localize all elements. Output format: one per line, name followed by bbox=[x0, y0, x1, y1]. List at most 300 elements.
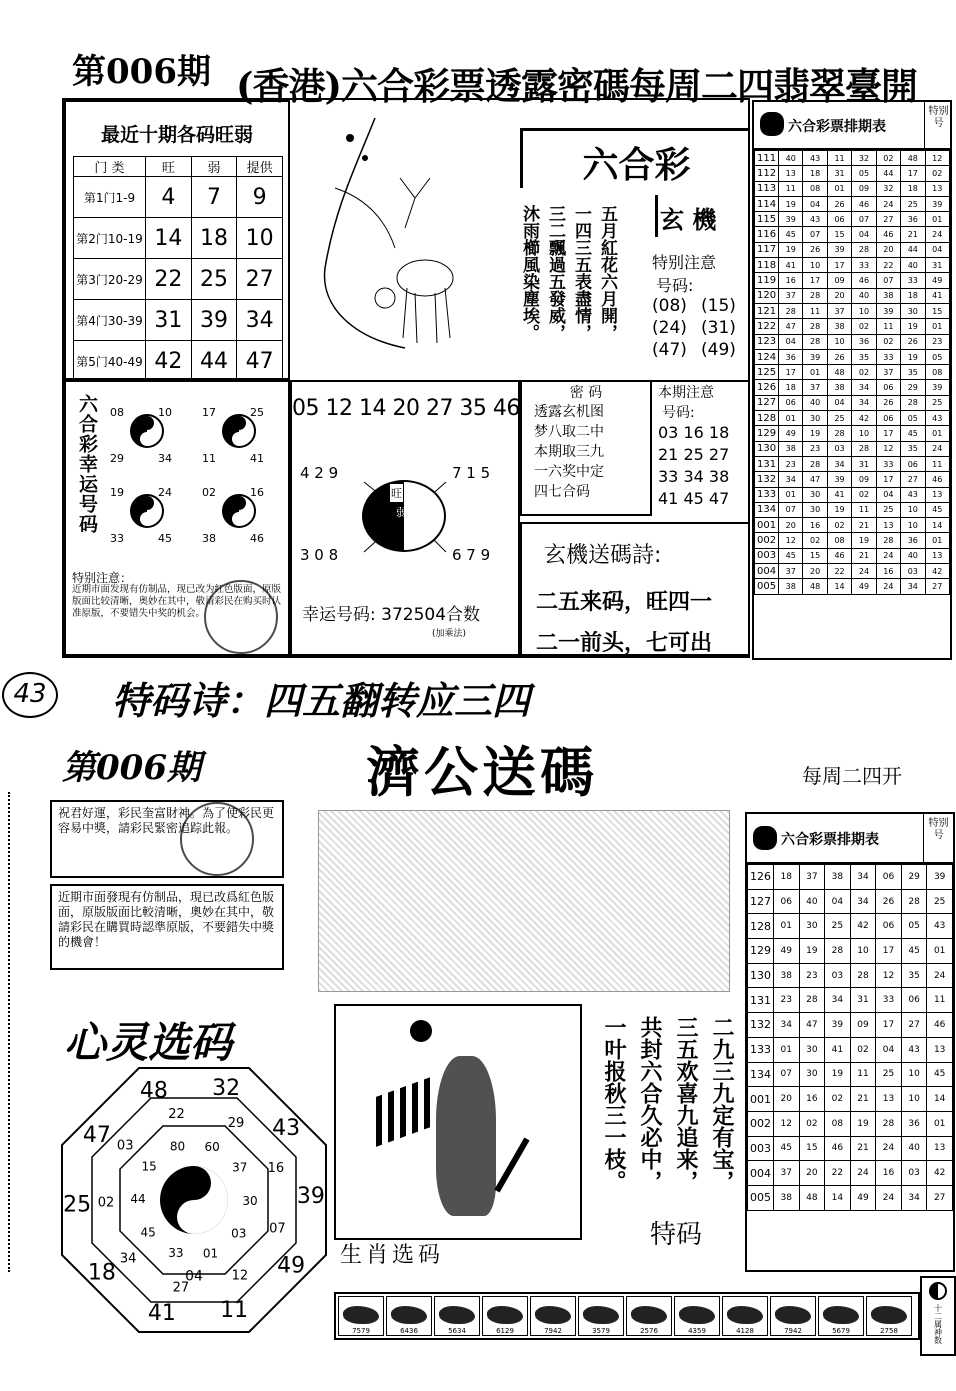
zodiac-cell bbox=[482, 1296, 528, 1336]
number-cell: 39 bbox=[779, 212, 803, 227]
yin-yang-icon bbox=[130, 494, 164, 528]
zodiac-code: 2576 bbox=[640, 1327, 658, 1335]
number-cell: 34 bbox=[850, 889, 876, 914]
lucky-number: 45 bbox=[158, 532, 172, 545]
tigong-cell: 34 bbox=[237, 300, 283, 341]
issue-cell: 126 bbox=[755, 380, 779, 395]
octagon-outer-number: 11 bbox=[220, 1298, 249, 1324]
schedule-bottom-table bbox=[747, 864, 953, 1211]
special-number: (24) bbox=[652, 318, 687, 338]
number-cell: 17 bbox=[827, 258, 851, 273]
number-cell: 02 bbox=[852, 319, 876, 334]
special-cell: 05 bbox=[925, 349, 949, 364]
wang-cell: 22 bbox=[146, 259, 192, 300]
special-cell: 11 bbox=[925, 456, 949, 471]
number-cell: 24 bbox=[850, 1161, 876, 1186]
number-cell: 23 bbox=[799, 963, 825, 988]
mima-line: 一六奖中定 bbox=[534, 464, 604, 480]
issue-cell: 005 bbox=[748, 1185, 774, 1210]
schedule-row bbox=[755, 380, 950, 395]
schedule-top-header bbox=[754, 102, 950, 150]
col-header: 提供 bbox=[237, 157, 283, 177]
lucky-group bbox=[106, 392, 196, 470]
lucky-number: 10 bbox=[158, 406, 172, 419]
issue-cell: 125 bbox=[755, 365, 779, 380]
number-cell: 17 bbox=[876, 426, 900, 441]
lucky-number: 16 bbox=[250, 486, 264, 499]
special-cell: 01 bbox=[927, 939, 953, 964]
number-cell: 39 bbox=[876, 303, 900, 318]
number-cell: 40 bbox=[799, 889, 825, 914]
ruo-cell: 7 bbox=[191, 177, 237, 218]
issue-cell: 001 bbox=[748, 1087, 774, 1112]
schedule-row bbox=[748, 1037, 953, 1062]
number-cell: 17 bbox=[779, 365, 803, 380]
number-cell: 33 bbox=[876, 456, 900, 471]
number-cell: 24 bbox=[876, 579, 900, 594]
branch-icon bbox=[494, 1138, 567, 1215]
monkey-figure bbox=[436, 1056, 496, 1216]
number-cell: 43 bbox=[803, 212, 827, 227]
lucky-number: 29 bbox=[110, 452, 124, 465]
number-cell: 29 bbox=[901, 865, 927, 890]
number-cell: 34 bbox=[852, 395, 876, 410]
number-cell: 28 bbox=[827, 426, 851, 441]
number-cell: 34 bbox=[827, 456, 851, 471]
special-cell: 01 bbox=[927, 1111, 953, 1136]
schedule-row bbox=[755, 349, 950, 364]
number-cell: 28 bbox=[876, 1111, 902, 1136]
number-cell: 39 bbox=[827, 472, 851, 487]
number-cell: 45 bbox=[779, 227, 803, 242]
poem-column: 共封六合久必中， bbox=[637, 1016, 662, 1192]
octagon-inner-number: 44 bbox=[130, 1192, 146, 1207]
number-cell: 02 bbox=[799, 1111, 825, 1136]
number-cell: 13 bbox=[876, 1087, 902, 1112]
schedule-row bbox=[748, 889, 953, 914]
center-numbers: 05 12 14 20 27 35 46 bbox=[292, 396, 520, 421]
number-cell: 26 bbox=[803, 242, 827, 257]
number-cell: 35 bbox=[901, 963, 927, 988]
number-cell: 37 bbox=[876, 365, 900, 380]
lucky-number: 34 bbox=[158, 452, 172, 465]
schedule-row bbox=[755, 456, 950, 471]
number-cell: 34 bbox=[852, 380, 876, 395]
number-cell: 27 bbox=[876, 212, 900, 227]
number-cell: 44 bbox=[901, 242, 925, 257]
zodiac-code: 7942 bbox=[544, 1327, 562, 1335]
center-panel bbox=[290, 380, 520, 656]
number-cell: 02 bbox=[852, 487, 876, 502]
issue-cell: 131 bbox=[748, 988, 774, 1013]
number-cell: 18 bbox=[779, 380, 803, 395]
schedule-row bbox=[748, 1136, 953, 1161]
number-cell: 28 bbox=[852, 242, 876, 257]
number-cell: 15 bbox=[799, 1136, 825, 1161]
special-cell: 39 bbox=[927, 865, 953, 890]
number-cell: 10 bbox=[850, 939, 876, 964]
number-cell: 03 bbox=[901, 564, 925, 579]
special-cell: 43 bbox=[927, 914, 953, 939]
number-cell: 15 bbox=[803, 548, 827, 563]
octagon-outer-number: 48 bbox=[139, 1078, 168, 1104]
schedule-row bbox=[748, 939, 953, 964]
bottom-notice-box bbox=[50, 884, 284, 970]
zodiac-animal-icon bbox=[391, 1306, 427, 1324]
octagon-mid-number: 22 bbox=[168, 1107, 185, 1123]
tigong-cell: 27 bbox=[237, 259, 283, 300]
strength-title: 最近十期各码旺弱 bbox=[100, 124, 253, 146]
wang-label: 旺 bbox=[390, 484, 403, 502]
number-cell: 19 bbox=[827, 502, 851, 517]
number-cell: 20 bbox=[799, 1161, 825, 1186]
number-cell: 18 bbox=[901, 288, 925, 303]
ruo-label: 弱 bbox=[396, 506, 407, 519]
ruo-cell: 18 bbox=[191, 218, 237, 259]
wang-cell: 14 bbox=[146, 218, 192, 259]
number-cell: 28 bbox=[901, 889, 927, 914]
number-cell: 03 bbox=[901, 1161, 927, 1186]
number-cell: 46 bbox=[852, 273, 876, 288]
number-cell: 24 bbox=[852, 564, 876, 579]
mima-line: 四七合码 bbox=[534, 484, 590, 500]
number-cell: 04 bbox=[827, 395, 851, 410]
bottom-issue: 第006期 bbox=[62, 748, 201, 788]
number-cell: 33 bbox=[901, 273, 925, 288]
number-cell: 07 bbox=[779, 502, 803, 517]
zodiac-cell bbox=[338, 1296, 384, 1336]
issue-number-row: 33 34 38 bbox=[658, 467, 730, 486]
issue-cell: 134 bbox=[755, 502, 779, 517]
number-cell: 20 bbox=[779, 518, 803, 533]
issue-cell: 002 bbox=[755, 533, 779, 548]
strength-row bbox=[74, 218, 283, 259]
seal-stamp bbox=[204, 580, 278, 654]
number-cell: 12 bbox=[779, 533, 803, 548]
lucky-number: 02 bbox=[202, 486, 216, 499]
number-cell: 22 bbox=[827, 564, 851, 579]
number-cell: 41 bbox=[825, 1037, 851, 1062]
schedule-row bbox=[755, 273, 950, 288]
yin-yang-icon bbox=[222, 494, 256, 528]
strength-row bbox=[74, 177, 283, 218]
octagon-mid-number: 34 bbox=[119, 1251, 137, 1267]
octagon-core-number: 04 bbox=[185, 1268, 203, 1285]
issue-cell: 119 bbox=[755, 273, 779, 288]
number-cell: 37 bbox=[774, 1161, 800, 1186]
ruo-cell: 44 bbox=[191, 341, 237, 382]
octagon-mid-number: 03 bbox=[116, 1138, 134, 1154]
number-cell: 43 bbox=[901, 1037, 927, 1062]
number-cell: 04 bbox=[876, 487, 900, 502]
issue-cell: 128 bbox=[748, 914, 774, 939]
issue-cell: 120 bbox=[755, 288, 779, 303]
number-cell: 24 bbox=[876, 196, 900, 211]
number-cell: 25 bbox=[876, 1062, 902, 1087]
number-cell: 28 bbox=[850, 963, 876, 988]
issue-cell: 126 bbox=[748, 865, 774, 890]
number-cell: 08 bbox=[827, 533, 851, 548]
number-cell: 06 bbox=[774, 889, 800, 914]
number-cell: 28 bbox=[803, 456, 827, 471]
number-cell: 26 bbox=[876, 395, 900, 410]
number-cell: 24 bbox=[876, 1136, 902, 1161]
number-cell: 19 bbox=[799, 939, 825, 964]
number-cell: 35 bbox=[852, 349, 876, 364]
number-cell: 48 bbox=[827, 365, 851, 380]
number-cell: 22 bbox=[876, 258, 900, 273]
schedule-top-table bbox=[754, 150, 950, 595]
octagon-outer-number: 49 bbox=[277, 1253, 306, 1279]
zodiac-code: 6436 bbox=[400, 1327, 418, 1335]
number-cell: 08 bbox=[803, 181, 827, 196]
lottery-logo: 六合彩 bbox=[582, 144, 691, 186]
special-cell: 24 bbox=[927, 963, 953, 988]
lucky-group bbox=[198, 472, 288, 550]
issue-cell: 127 bbox=[755, 395, 779, 410]
number-cell: 20 bbox=[774, 1087, 800, 1112]
poem-columns bbox=[518, 205, 618, 375]
octagon-mid-number: 07 bbox=[269, 1221, 286, 1237]
number-cell: 48 bbox=[803, 579, 827, 594]
number-cell: 13 bbox=[779, 166, 803, 181]
octagon-outer-number: 39 bbox=[296, 1184, 325, 1210]
moon-icon bbox=[410, 1020, 432, 1042]
number-cell: 43 bbox=[901, 487, 925, 502]
zodiac-animal-icon bbox=[679, 1306, 715, 1324]
zodiac-animal-icon bbox=[343, 1306, 379, 1324]
schedule-bottom bbox=[745, 812, 955, 1272]
octagon-inner-number: 45 bbox=[140, 1225, 156, 1240]
heart-select-title: 心灵选码 bbox=[64, 1018, 233, 1067]
lucky-panel bbox=[64, 380, 290, 656]
number-cell: 02 bbox=[852, 365, 876, 380]
ruo-cell: 39 bbox=[191, 300, 237, 341]
poem-column: 沐雨櫛風染塵埃。 bbox=[519, 205, 539, 341]
number-cell: 25 bbox=[825, 914, 851, 939]
number-cell: 20 bbox=[876, 242, 900, 257]
number-cell: 36 bbox=[901, 1111, 927, 1136]
number-cell: 26 bbox=[901, 334, 925, 349]
lucky-number: 17 bbox=[202, 406, 216, 419]
number-cell: 06 bbox=[876, 865, 902, 890]
bottom-title: 濟公送碼 bbox=[366, 740, 598, 804]
number-cell: 06 bbox=[779, 395, 803, 410]
number-cell: 06 bbox=[827, 212, 851, 227]
lucky-group bbox=[198, 392, 288, 470]
octagon-inner-number: 15 bbox=[141, 1159, 157, 1174]
issue-cell: 004 bbox=[748, 1161, 774, 1186]
tigong-cell: 10 bbox=[237, 218, 283, 259]
lucky-number: 46 bbox=[250, 532, 264, 545]
octagon-mid-number: 27 bbox=[172, 1280, 190, 1296]
schedule-row bbox=[755, 303, 950, 318]
number-cell: 42 bbox=[850, 914, 876, 939]
number-cell: 05 bbox=[852, 166, 876, 181]
lucky-number: 38 bbox=[202, 532, 216, 545]
category-cell: 第4门30-39 bbox=[74, 300, 146, 341]
number-cell: 18 bbox=[901, 181, 925, 196]
number-cell: 19 bbox=[850, 1111, 876, 1136]
number-cell: 02 bbox=[803, 533, 827, 548]
zodiac-animal-icon bbox=[487, 1306, 523, 1324]
special-number: (47) bbox=[652, 340, 687, 360]
number-cell: 40 bbox=[852, 288, 876, 303]
zodiac-animal-icon bbox=[823, 1306, 859, 1324]
issue-cell: 133 bbox=[748, 1037, 774, 1062]
number-cell: 24 bbox=[876, 548, 900, 563]
schedule-row bbox=[755, 166, 950, 181]
issue-cell: 132 bbox=[755, 472, 779, 487]
number-cell: 25 bbox=[901, 196, 925, 211]
number-cell: 35 bbox=[901, 441, 925, 456]
xuanji-poem-panel bbox=[520, 522, 750, 656]
number-cell: 39 bbox=[803, 349, 827, 364]
octagon-inner-number: 30 bbox=[242, 1193, 258, 1208]
left-border-decoration bbox=[0, 792, 10, 1272]
number-cell: 01 bbox=[779, 487, 803, 502]
mima-line: 梦八取二中 bbox=[534, 424, 604, 440]
number-cell: 37 bbox=[803, 380, 827, 395]
strength-table bbox=[73, 156, 283, 382]
special-cell: 13 bbox=[925, 181, 949, 196]
number-cell: 26 bbox=[876, 889, 902, 914]
octagon-inner-number: 60 bbox=[204, 1140, 220, 1154]
number-cell: 07 bbox=[774, 1062, 800, 1087]
number-cell: 31 bbox=[827, 166, 851, 181]
schedule-row bbox=[755, 365, 950, 380]
schedule-row bbox=[755, 411, 950, 426]
special-cell: 25 bbox=[925, 395, 949, 410]
number-cell: 39 bbox=[825, 1013, 851, 1038]
schedule-row bbox=[755, 319, 950, 334]
schedule-row bbox=[755, 151, 950, 166]
zodiac-cell bbox=[674, 1296, 720, 1336]
number-cell: 17 bbox=[876, 472, 900, 487]
yin-yang-icon bbox=[222, 414, 256, 448]
number-cell: 35 bbox=[901, 365, 925, 380]
number-cell: 40 bbox=[901, 548, 925, 563]
special-cell: 01 bbox=[925, 212, 949, 227]
issue-cell: 002 bbox=[748, 1111, 774, 1136]
schedule-row bbox=[748, 1087, 953, 1112]
octagon-inner-number: 80 bbox=[169, 1139, 186, 1154]
issue-cell: 128 bbox=[755, 411, 779, 426]
number-cell: 37 bbox=[827, 303, 851, 318]
octagon-outer-number: 41 bbox=[147, 1300, 176, 1326]
lucky-number: 41 bbox=[250, 452, 264, 465]
issue-number-row: 21 25 27 bbox=[658, 445, 730, 464]
col-header: 弱 bbox=[191, 157, 237, 177]
number-cell: 14 bbox=[827, 579, 851, 594]
number-cell: 01 bbox=[827, 181, 851, 196]
octagon-mid-number: 29 bbox=[227, 1116, 245, 1131]
this-issue-panel bbox=[652, 380, 750, 516]
issue-cell: 116 bbox=[755, 227, 779, 242]
lucky-group bbox=[106, 472, 196, 550]
number-cell: 16 bbox=[779, 273, 803, 288]
number-cell: 46 bbox=[827, 548, 851, 563]
octagon-svg bbox=[60, 1066, 328, 1334]
schedule-row bbox=[755, 518, 950, 533]
number-cell: 02 bbox=[876, 334, 900, 349]
zodiac-strip bbox=[334, 1292, 920, 1340]
schedule-row bbox=[755, 196, 950, 211]
bottom-poem-columns bbox=[600, 1016, 734, 1206]
special-poem: 特码诗：四五翻转应三四 bbox=[112, 678, 531, 723]
lucky-number: 19 bbox=[110, 486, 124, 499]
number-cell: 34 bbox=[825, 988, 851, 1013]
dragon-icon bbox=[753, 826, 777, 850]
poem-badge: 43 bbox=[2, 672, 58, 718]
dragon-icon bbox=[760, 112, 784, 136]
number-cell: 19 bbox=[901, 319, 925, 334]
number-cell: 19 bbox=[803, 426, 827, 441]
tigong-cell: 47 bbox=[237, 341, 283, 382]
schedule-row bbox=[755, 472, 950, 487]
number-cell: 19 bbox=[779, 196, 803, 211]
issue-number-row: 41 45 47 bbox=[658, 489, 730, 508]
number-cell: 46 bbox=[852, 196, 876, 211]
zodiac-cell bbox=[434, 1296, 480, 1336]
wang-cell: 4 bbox=[146, 177, 192, 218]
special-number: (31) bbox=[701, 318, 736, 338]
number-cell: 44 bbox=[876, 166, 900, 181]
number-cell: 30 bbox=[803, 411, 827, 426]
number-left-bottom: 3 0 8 bbox=[300, 546, 339, 564]
mima-title: 密 码 bbox=[569, 385, 603, 401]
category-cell: 第5门40-49 bbox=[74, 341, 146, 382]
strength-panel bbox=[64, 100, 290, 380]
number-cell: 42 bbox=[852, 411, 876, 426]
number-cell: 36 bbox=[901, 533, 925, 548]
number-cell: 04 bbox=[803, 196, 827, 211]
strength-row bbox=[74, 341, 283, 382]
number-cell: 10 bbox=[852, 303, 876, 318]
number-cell: 17 bbox=[803, 273, 827, 288]
special-cell: 14 bbox=[925, 518, 949, 533]
category-cell: 第1门1-9 bbox=[74, 177, 146, 218]
issue-cell: 131 bbox=[755, 456, 779, 471]
zodiac-animal-icon bbox=[439, 1306, 475, 1324]
number-cell: 02 bbox=[876, 151, 900, 166]
number-cell: 09 bbox=[852, 181, 876, 196]
number-cell: 40 bbox=[901, 258, 925, 273]
issue-cell: 122 bbox=[755, 319, 779, 334]
wang-cell: 42 bbox=[146, 341, 192, 382]
zodiac-animal-icon bbox=[727, 1306, 763, 1324]
number-cell: 41 bbox=[827, 487, 851, 502]
special-cell: 27 bbox=[925, 579, 949, 594]
number-cell: 17 bbox=[876, 1013, 902, 1038]
special-cell: 02 bbox=[925, 166, 949, 181]
zodiac-cell bbox=[578, 1296, 624, 1336]
ruo-cell: 25 bbox=[191, 259, 237, 300]
number-cell: 19 bbox=[901, 349, 925, 364]
number-cell: 03 bbox=[825, 963, 851, 988]
number-cell: 06 bbox=[876, 411, 900, 426]
special-title: 特别注意 bbox=[652, 253, 717, 272]
zodiac-code: 6129 bbox=[496, 1327, 514, 1335]
number-cell: 06 bbox=[901, 988, 927, 1013]
special-cell: 46 bbox=[927, 1013, 953, 1038]
special-cell: 25 bbox=[927, 889, 953, 914]
number-right-bottom: 6 7 9 bbox=[452, 546, 491, 564]
schedule-row bbox=[755, 181, 950, 196]
special-cell: 08 bbox=[925, 365, 949, 380]
number-cell: 30 bbox=[803, 487, 827, 502]
schedule-row bbox=[755, 334, 950, 349]
